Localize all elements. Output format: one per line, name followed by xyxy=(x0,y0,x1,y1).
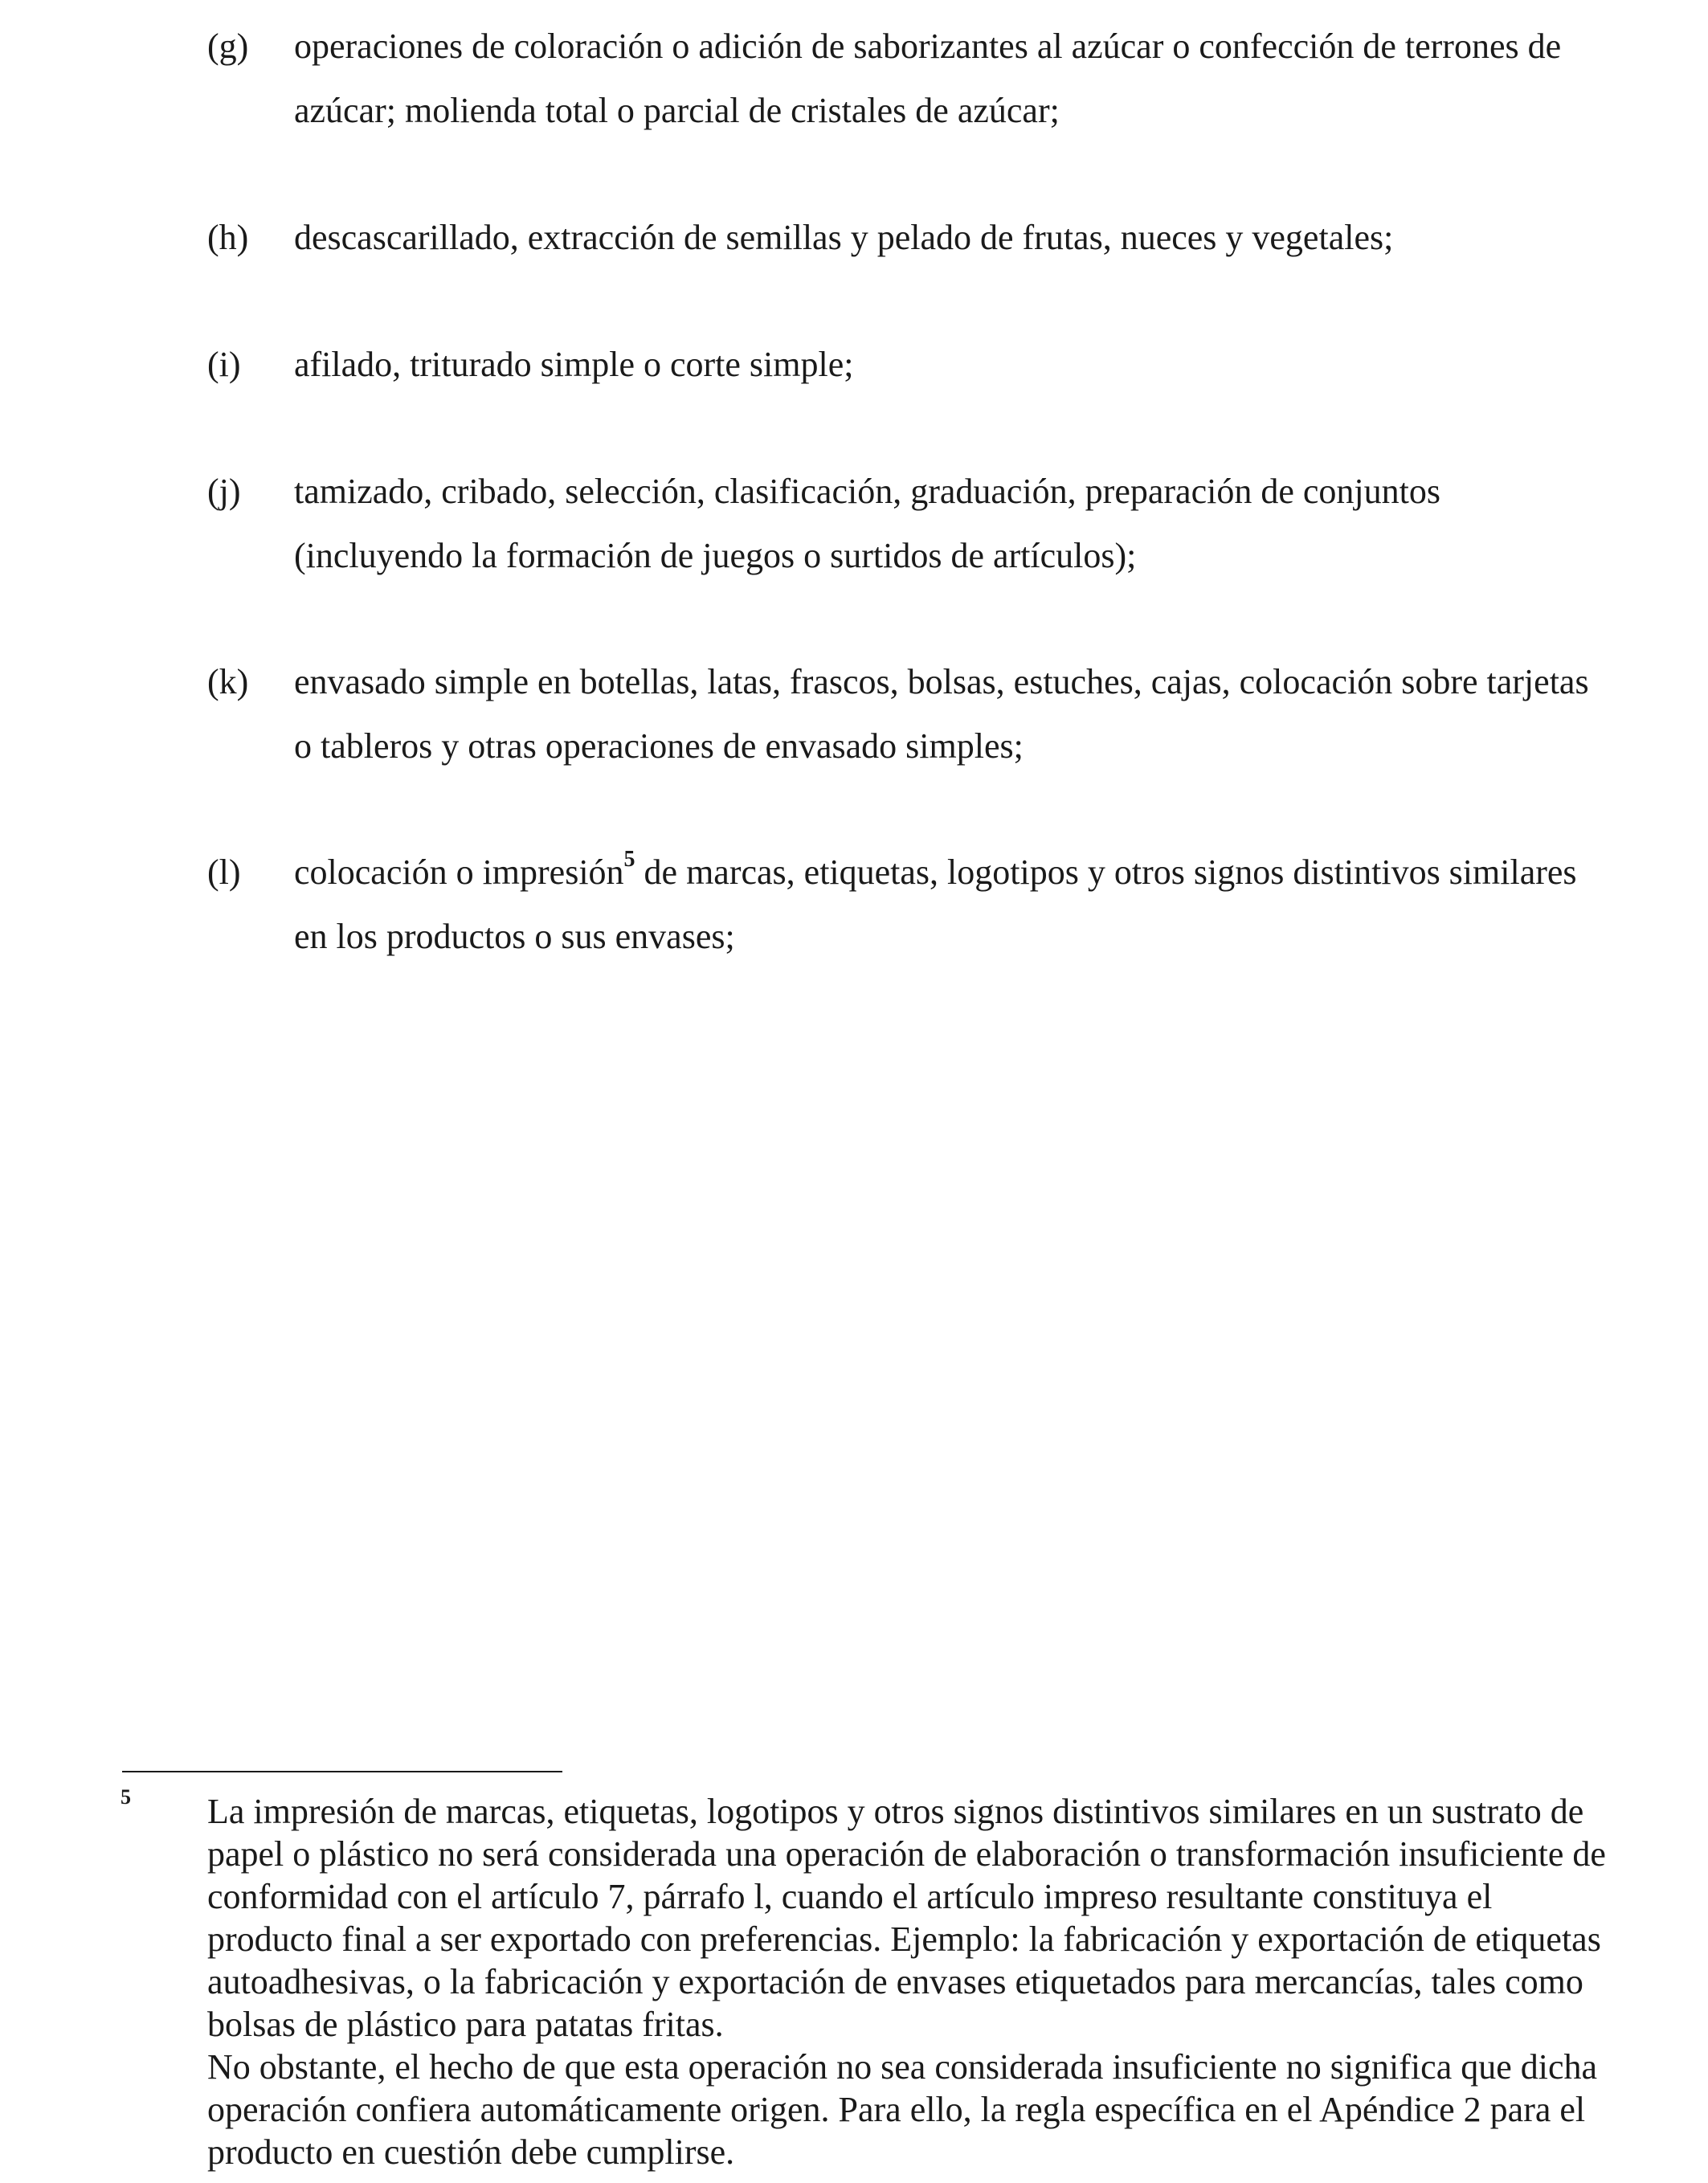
list-item-text xyxy=(294,650,1612,779)
list-item-text xyxy=(294,14,1612,143)
footnote-paragraph: La impresión de marcas, etiquetas, logotipos y otros signos distintivos similares en un sustrato de papel o plástico no será considerada una operación de elaboración o transformación insuficiente de conformidad con el artículo 7, párrafo l, cuando el artículo impreso resultante constituya el producto final a ser exportado con preferencias. Ejemplo: la fabricación y exportación de etiquetas autoadhesivas, o la fabricación y exportación de envases etiquetados para mercancías, tales como bolsas de plástico para patatas fritas. xyxy=(207,1792,1606,2044)
list-item-label: (i) xyxy=(207,345,241,384)
footnote-separator xyxy=(122,1771,562,1772)
list-item-text xyxy=(294,840,1612,969)
list-item-text-start: envasado simple en botellas, latas, frascos, bolsas, estuches, cajas, colocación sobre tarjetas o tableros y otras operaciones de envasado simples; xyxy=(294,662,1589,766)
list-item-label: (k) xyxy=(207,662,249,701)
list-item-label: (l) xyxy=(207,852,241,892)
list-item-text-start: operaciones de coloración o adición de saborizantes al azúcar o confección de terrones de azúcar; molienda total o parcial de cristales de azúcar; xyxy=(294,27,1562,130)
footnote-body xyxy=(207,1790,1621,2173)
list-item-label: (g) xyxy=(207,27,249,66)
footnote-paragraph: No obstante, el hecho de que esta operación no sea considerada insuficiente no significa que dicha operación confiera automáticamente origen. Para ello, la regla específica en el Apéndice 2 para el producto en cuestión debe cumplirse. xyxy=(207,2047,1598,2172)
list-item-label: (h) xyxy=(207,218,249,257)
footnote-reference[interactable]: 5 xyxy=(623,847,635,873)
list-item-text xyxy=(294,460,1612,588)
list-item-text xyxy=(294,206,1612,270)
list-item-text-start: afilado, triturado simple o corte simple; xyxy=(294,345,854,384)
list-item-text-start: colocación o impresión xyxy=(294,852,624,892)
list-item-text-start: tamizado, cribado, selección, clasificación, graduación, preparación de conjuntos (incluyendo la formación de juegos o surtidos de artículos); xyxy=(294,472,1440,575)
list-item-text-start: descascarillado, extracción de semillas y pelado de frutas, nueces y vegetales; xyxy=(294,218,1394,257)
list-item-text-end: de marcas, etiquetas, logotipos y otros signos distintivos similares en los productos o sus envases; xyxy=(294,852,1577,956)
list-item-text xyxy=(294,333,1612,397)
footnote-marker: 5 xyxy=(121,1785,131,1809)
list-item-label: (j) xyxy=(207,472,241,511)
